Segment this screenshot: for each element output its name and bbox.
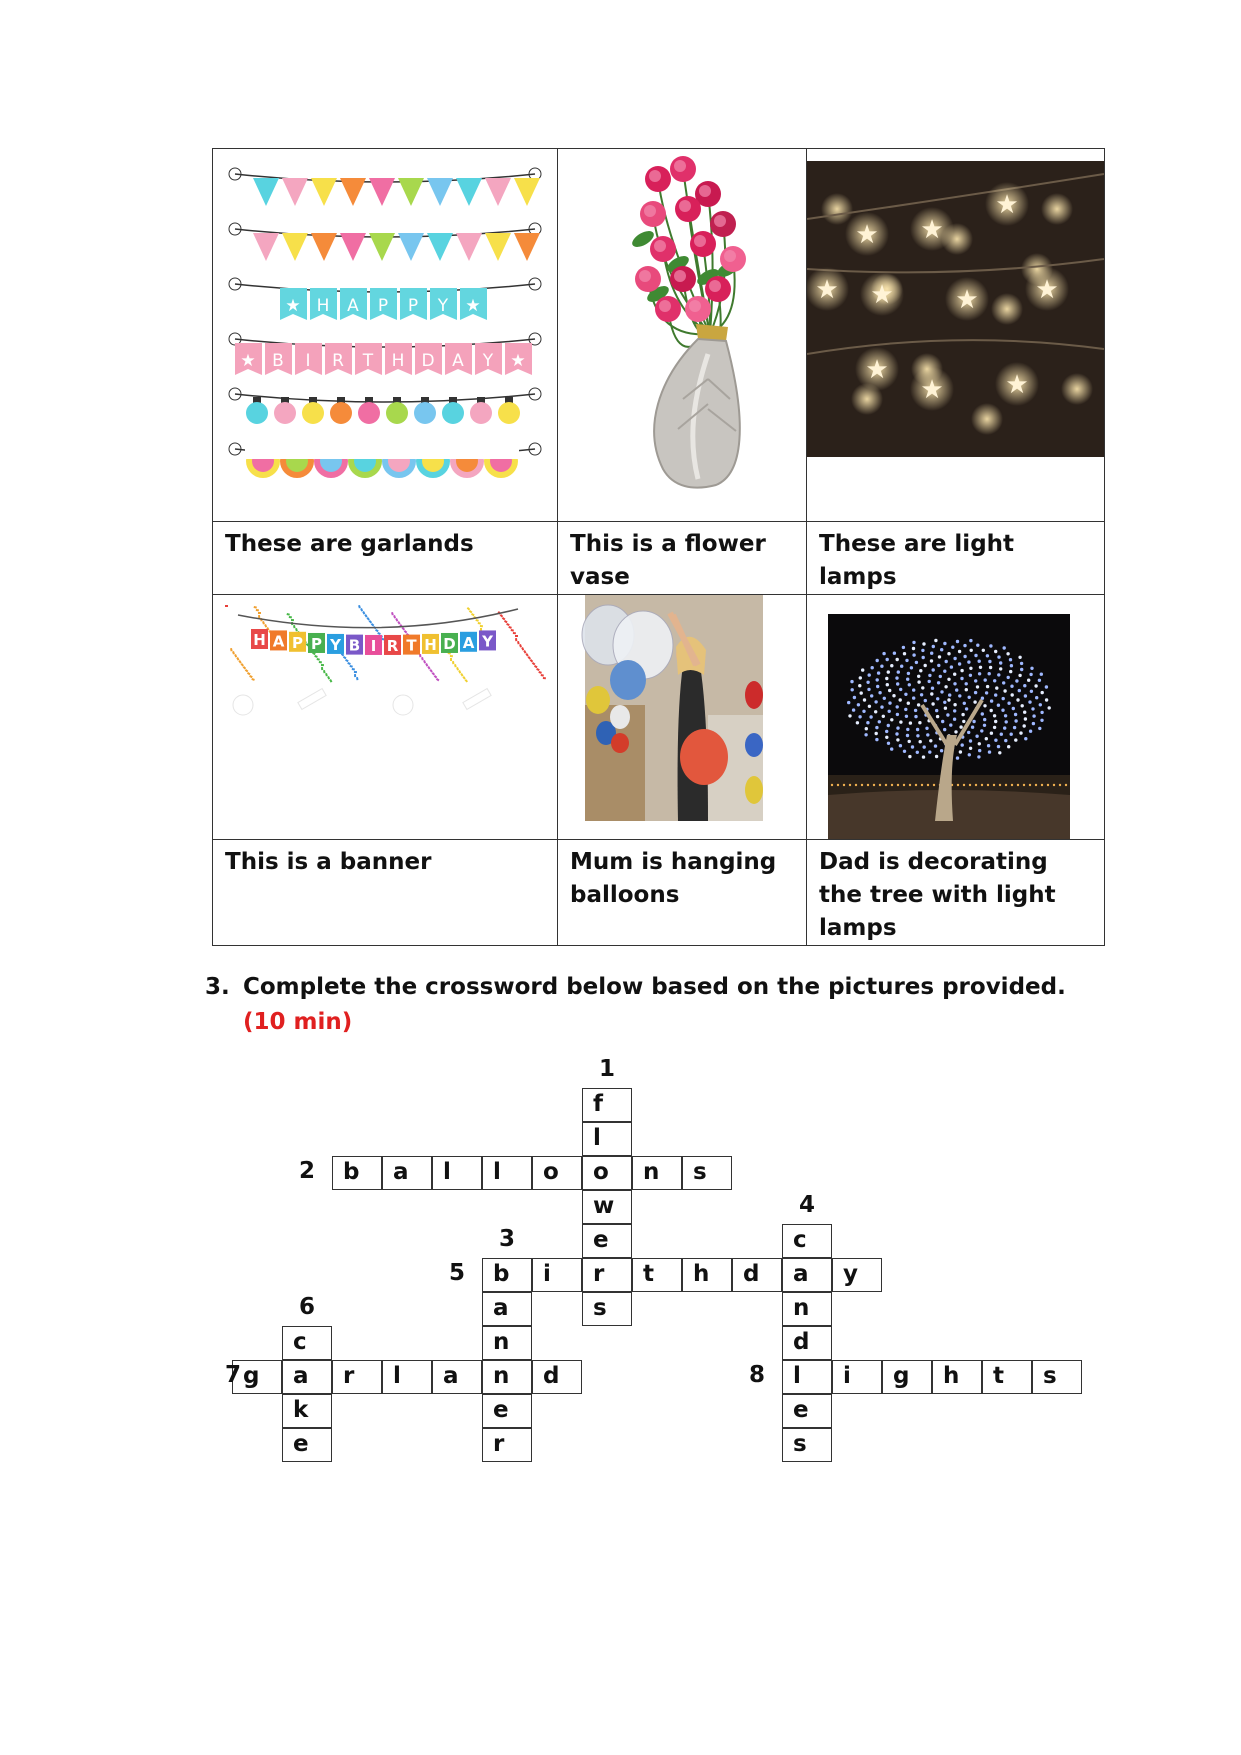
clue-number: 6 — [298, 1294, 315, 1320]
crossword-cell[interactable]: c — [782, 1224, 832, 1258]
crossword-cell[interactable]: g — [882, 1360, 932, 1394]
svg-text:P: P — [292, 633, 303, 652]
caption-vase — [558, 522, 807, 595]
crossword-cell[interactable]: l — [482, 1156, 532, 1190]
svg-text:★: ★ — [995, 190, 1019, 220]
svg-text:P: P — [311, 634, 322, 653]
crossword-cell[interactable]: d — [532, 1360, 582, 1394]
crossword-cell[interactable]: l — [582, 1122, 632, 1156]
svg-text:H: H — [316, 296, 330, 316]
crossword-cell[interactable]: l — [782, 1360, 832, 1394]
svg-text:T: T — [362, 351, 374, 371]
crossword-cell[interactable]: b — [482, 1258, 532, 1292]
light-lamps-image — [807, 149, 1104, 521]
svg-text:★: ★ — [920, 375, 944, 405]
crossword-cell[interactable]: i — [832, 1360, 882, 1394]
crossword-cell[interactable]: r — [332, 1360, 382, 1394]
svg-text:A: A — [272, 632, 285, 651]
caption-garlands — [213, 522, 558, 595]
crossword-cell[interactable]: i — [532, 1258, 582, 1292]
caption-lamps — [807, 522, 1105, 595]
svg-text:★: ★ — [510, 351, 526, 371]
clue-number: 5 — [448, 1260, 465, 1286]
svg-text:Y: Y — [330, 635, 341, 654]
caption-text: These are light lamps — [819, 531, 1015, 590]
clue-number: 7 — [224, 1362, 241, 1388]
clue-number: 8 — [748, 1362, 765, 1388]
crossword-cell[interactable]: n — [482, 1360, 532, 1394]
pictures-table — [212, 148, 1105, 946]
caption-text: Dad is decorating the tree with light lamps — [819, 849, 1056, 941]
svg-text:A: A — [462, 633, 475, 652]
caption-tree — [807, 840, 1105, 946]
svg-text:★: ★ — [815, 275, 839, 305]
crossword-cell[interactable]: b — [332, 1156, 382, 1190]
clue-number: 2 — [298, 1158, 315, 1184]
svg-text:I: I — [370, 636, 377, 655]
svg-text:★: ★ — [920, 215, 944, 245]
caption-text: This is a flower vase — [570, 531, 766, 590]
crossword-cell[interactable]: s — [782, 1428, 832, 1462]
crossword-cell[interactable]: n — [482, 1326, 532, 1360]
svg-text:P: P — [377, 296, 389, 316]
clue-number: 4 — [798, 1192, 815, 1218]
question-number: 3. — [205, 974, 230, 1000]
caption-balloons — [558, 840, 807, 946]
crossword-cell[interactable]: a — [482, 1292, 532, 1326]
crossword-cell[interactable]: t — [632, 1258, 682, 1292]
svg-text:★: ★ — [855, 220, 879, 250]
crossword-cell[interactable]: r — [482, 1428, 532, 1462]
crossword-cell[interactable]: d — [782, 1326, 832, 1360]
garlands-picture-cell — [213, 149, 558, 522]
crossword-cell[interactable]: n — [782, 1292, 832, 1326]
svg-text:A: A — [452, 351, 464, 371]
caption-banner — [213, 840, 558, 946]
crossword-cell[interactable]: a — [782, 1258, 832, 1292]
svg-text:★: ★ — [1005, 370, 1029, 400]
svg-text:Y: Y — [482, 632, 493, 651]
svg-text:★: ★ — [285, 296, 301, 316]
crossword-cell[interactable]: e — [482, 1394, 532, 1428]
question-text: Complete the crossword below based on the pictures provided. — [243, 974, 1066, 1000]
caption-text: This is a banner — [225, 849, 432, 875]
svg-text:★: ★ — [240, 351, 256, 371]
svg-text:T: T — [406, 636, 417, 655]
crossword-cell[interactable]: o — [532, 1156, 582, 1190]
svg-text:H: H — [424, 635, 437, 654]
svg-text:★: ★ — [465, 296, 481, 316]
clue-number: 1 — [598, 1056, 615, 1082]
crossword-cell[interactable]: s — [1032, 1360, 1082, 1394]
crossword-cell[interactable]: h — [682, 1258, 732, 1292]
crossword-cell[interactable]: c — [282, 1326, 332, 1360]
banner-image — [213, 595, 557, 839]
balloons-picture-cell — [558, 595, 807, 840]
caption-text: These are garlands — [225, 531, 474, 557]
crossword-cell[interactable]: a — [382, 1156, 432, 1190]
time-limit: (10 min) — [243, 1009, 353, 1035]
crossword-cell[interactable]: y — [832, 1258, 882, 1292]
svg-text:H: H — [391, 351, 405, 371]
crossword-cell[interactable]: e — [782, 1394, 832, 1428]
svg-text:D: D — [421, 351, 435, 371]
crossword-cell[interactable]: n — [632, 1156, 682, 1190]
svg-text:R: R — [332, 351, 344, 371]
lit-tree-image — [807, 595, 1104, 839]
crossword-cell[interactable]: e — [282, 1428, 332, 1462]
crossword-cell[interactable]: s — [682, 1156, 732, 1190]
hanging-balloons-image — [558, 595, 806, 839]
svg-text:★: ★ — [865, 355, 889, 385]
flower-vase-image — [558, 149, 806, 521]
caption-text: Mum is hanging balloons — [570, 849, 777, 908]
svg-text:★: ★ — [870, 280, 894, 310]
crossword-cell[interactable]: s — [582, 1292, 632, 1326]
svg-text:B: B — [272, 351, 284, 371]
crossword-cell[interactable]: o — [582, 1156, 632, 1190]
clue-number: 3 — [498, 1226, 515, 1252]
tree-picture-cell — [807, 595, 1105, 840]
garlands-image — [213, 149, 557, 521]
svg-text:P: P — [407, 296, 419, 316]
svg-text:B: B — [348, 636, 361, 655]
svg-text:★: ★ — [955, 285, 979, 315]
crossword-cell[interactable]: f — [582, 1088, 632, 1122]
svg-text:Y: Y — [482, 351, 494, 371]
svg-text:I: I — [305, 351, 311, 371]
crossword-cell[interactable]: w — [582, 1190, 632, 1224]
crossword-cell[interactable]: g — [232, 1360, 282, 1394]
svg-text:Y: Y — [437, 296, 449, 316]
crossword-cell[interactable]: t — [982, 1360, 1032, 1394]
crossword-cell[interactable]: d — [732, 1258, 782, 1292]
crossword-cell[interactable]: l — [432, 1156, 482, 1190]
crossword-cell[interactable]: a — [282, 1360, 332, 1394]
question-heading — [205, 970, 1085, 1040]
crossword-cell[interactable]: h — [932, 1360, 982, 1394]
crossword-cell[interactable]: a — [432, 1360, 482, 1394]
crossword-cell[interactable]: e — [582, 1224, 632, 1258]
svg-text:★: ★ — [1035, 275, 1059, 305]
crossword-cell[interactable]: r — [582, 1258, 632, 1292]
svg-text:R: R — [386, 636, 399, 655]
svg-text:D: D — [443, 634, 456, 653]
lamps-picture-cell — [807, 149, 1105, 522]
svg-text:A: A — [347, 296, 359, 316]
crossword-cell[interactable]: l — [382, 1360, 432, 1394]
svg-text:H: H — [253, 631, 266, 649]
banner-picture-cell — [213, 595, 558, 840]
vase-picture-cell — [558, 149, 807, 522]
crossword-cell[interactable]: k — [282, 1394, 332, 1428]
